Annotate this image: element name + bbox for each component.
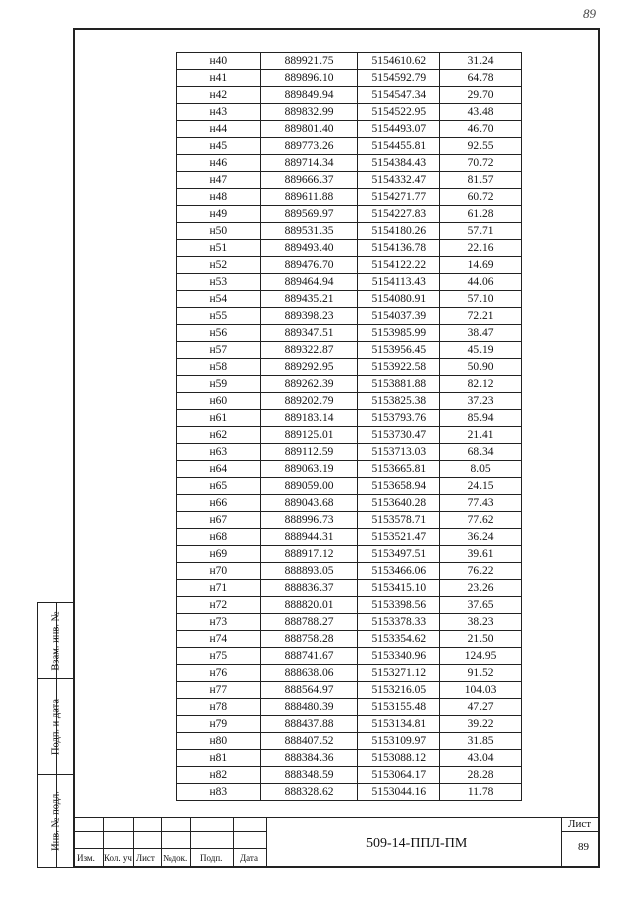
point-id-cell: н63 <box>177 444 261 461</box>
side-label-signature: Подп. и дата <box>50 698 61 755</box>
y-coordinate-cell: 5154122.22 <box>358 257 440 274</box>
distance-cell: 92.55 <box>440 138 522 155</box>
x-coordinate-cell: 889112.59 <box>260 444 358 461</box>
x-coordinate-cell: 888564.97 <box>260 682 358 699</box>
distance-cell: 37.65 <box>440 597 522 614</box>
y-coordinate-cell: 5154547.34 <box>358 87 440 104</box>
distance-cell: 37.23 <box>440 393 522 410</box>
point-id-cell: н71 <box>177 580 261 597</box>
x-coordinate-cell: 888437.88 <box>260 716 358 733</box>
y-coordinate-cell: 5154136.78 <box>358 240 440 257</box>
x-coordinate-cell: 888741.67 <box>260 648 358 665</box>
x-coordinate-cell: 889896.10 <box>260 70 358 87</box>
point-id-cell: н61 <box>177 410 261 427</box>
distance-cell: 38.47 <box>440 325 522 342</box>
y-coordinate-cell: 5154455.81 <box>358 138 440 155</box>
distance-cell: 57.10 <box>440 291 522 308</box>
distance-cell: 11.78 <box>440 784 522 801</box>
x-coordinate-cell: 888788.27 <box>260 614 358 631</box>
y-coordinate-cell: 5154113.43 <box>358 274 440 291</box>
y-coordinate-cell: 5153088.12 <box>358 750 440 767</box>
side-cell-replacement <box>38 603 73 679</box>
y-coordinate-cell: 5154384.43 <box>358 155 440 172</box>
table-row <box>177 563 522 580</box>
distance-cell: 47.27 <box>440 699 522 716</box>
x-coordinate-cell: 889773.26 <box>260 138 358 155</box>
y-coordinate-cell: 5153044.16 <box>358 784 440 801</box>
point-id-cell: н74 <box>177 631 261 648</box>
table-row <box>177 614 522 631</box>
table-row <box>177 529 522 546</box>
table-row <box>177 342 522 359</box>
y-coordinate-cell: 5153521.47 <box>358 529 440 546</box>
point-id-cell: н43 <box>177 104 261 121</box>
distance-cell: 14.69 <box>440 257 522 274</box>
stamp-col-count: Кол. уч <box>104 853 132 863</box>
point-id-cell: н81 <box>177 750 261 767</box>
point-id-cell: н72 <box>177 597 261 614</box>
side-cell-inventory <box>38 775 73 867</box>
x-coordinate-cell: 889531.35 <box>260 223 358 240</box>
point-id-cell: н51 <box>177 240 261 257</box>
point-id-cell: н52 <box>177 257 261 274</box>
table-row <box>177 512 522 529</box>
stamp-col-line-6 <box>266 817 267 866</box>
point-id-cell: н78 <box>177 699 261 716</box>
point-id-cell: н65 <box>177 478 261 495</box>
x-coordinate-cell: 889714.34 <box>260 155 358 172</box>
point-id-cell: н59 <box>177 376 261 393</box>
stamp-col-sheet: Лист <box>136 853 155 863</box>
x-coordinate-cell: 889435.21 <box>260 291 358 308</box>
distance-cell: 23.26 <box>440 580 522 597</box>
distance-cell: 50.90 <box>440 359 522 376</box>
table-row <box>177 291 522 308</box>
y-coordinate-cell: 5153216.05 <box>358 682 440 699</box>
point-id-cell: н62 <box>177 427 261 444</box>
y-coordinate-cell: 5153134.81 <box>358 716 440 733</box>
x-coordinate-cell: 889063.19 <box>260 461 358 478</box>
table-row <box>177 648 522 665</box>
table-row <box>177 359 522 376</box>
y-coordinate-cell: 5154610.62 <box>358 53 440 70</box>
distance-cell: 104.03 <box>440 682 522 699</box>
point-id-cell: н60 <box>177 393 261 410</box>
x-coordinate-cell: 888480.39 <box>260 699 358 716</box>
x-coordinate-cell: 889666.37 <box>260 172 358 189</box>
distance-cell: 64.78 <box>440 70 522 87</box>
table-row <box>177 427 522 444</box>
x-coordinate-cell: 888384.36 <box>260 750 358 767</box>
x-coordinate-cell: 889322.87 <box>260 342 358 359</box>
distance-cell: 31.24 <box>440 53 522 70</box>
y-coordinate-cell: 5154227.83 <box>358 206 440 223</box>
stamp-col-change: Изм. <box>77 853 95 863</box>
y-coordinate-cell: 5153922.58 <box>358 359 440 376</box>
distance-cell: 36.24 <box>440 529 522 546</box>
table-row <box>177 121 522 138</box>
stamp-col-date: Дата <box>240 853 258 863</box>
y-coordinate-cell: 5153730.47 <box>358 427 440 444</box>
distance-cell: 45.19 <box>440 342 522 359</box>
point-id-cell: н40 <box>177 53 261 70</box>
x-coordinate-cell: 888996.73 <box>260 512 358 529</box>
table-row <box>177 444 522 461</box>
y-coordinate-cell: 5153415.10 <box>358 580 440 597</box>
distance-cell: 82.12 <box>440 376 522 393</box>
x-coordinate-cell: 889569.97 <box>260 206 358 223</box>
y-coordinate-cell: 5153466.06 <box>358 563 440 580</box>
point-id-cell: н54 <box>177 291 261 308</box>
x-coordinate-cell: 889347.51 <box>260 325 358 342</box>
distance-cell: 70.72 <box>440 155 522 172</box>
table-row <box>177 546 522 563</box>
distance-cell: 57.71 <box>440 223 522 240</box>
stamp-col-line-3 <box>161 817 162 866</box>
point-id-cell: н83 <box>177 784 261 801</box>
table-row <box>177 70 522 87</box>
table-row <box>177 580 522 597</box>
point-id-cell: н53 <box>177 274 261 291</box>
y-coordinate-cell: 5153713.03 <box>358 444 440 461</box>
point-id-cell: н57 <box>177 342 261 359</box>
handwritten-page-number: 89 <box>583 6 596 21</box>
y-coordinate-cell: 5154080.91 <box>358 291 440 308</box>
point-id-cell: н48 <box>177 189 261 206</box>
table-row <box>177 274 522 291</box>
point-id-cell: н45 <box>177 138 261 155</box>
point-id-cell: н68 <box>177 529 261 546</box>
point-id-cell: н49 <box>177 206 261 223</box>
distance-cell: 39.22 <box>440 716 522 733</box>
x-coordinate-cell: 888348.59 <box>260 767 358 784</box>
x-coordinate-cell: 888944.31 <box>260 529 358 546</box>
x-coordinate-cell: 889202.79 <box>260 393 358 410</box>
side-label-inventory: Инв. № подл. <box>50 791 61 851</box>
x-coordinate-cell: 889262.39 <box>260 376 358 393</box>
y-coordinate-cell: 5154332.47 <box>358 172 440 189</box>
distance-cell: 77.62 <box>440 512 522 529</box>
distance-cell: 68.34 <box>440 444 522 461</box>
table-row <box>177 376 522 393</box>
table-row <box>177 223 522 240</box>
table-row <box>177 87 522 104</box>
stamp-top-line <box>75 817 598 818</box>
x-coordinate-cell: 889059.00 <box>260 478 358 495</box>
distance-cell: 21.41 <box>440 427 522 444</box>
distance-cell: 124.95 <box>440 648 522 665</box>
title-block <box>75 817 598 866</box>
sheet-label: Лист <box>568 818 592 830</box>
table-row <box>177 495 522 512</box>
table-row <box>177 750 522 767</box>
side-label-replacement: Взам. инв. № <box>50 610 61 671</box>
y-coordinate-cell: 5154522.95 <box>358 104 440 121</box>
x-coordinate-cell: 889832.99 <box>260 104 358 121</box>
table-row <box>177 257 522 274</box>
x-coordinate-cell: 888328.62 <box>260 784 358 801</box>
y-coordinate-cell: 5153271.12 <box>358 665 440 682</box>
point-id-cell: н41 <box>177 70 261 87</box>
point-id-cell: н77 <box>177 682 261 699</box>
y-coordinate-cell: 5153665.81 <box>358 461 440 478</box>
y-coordinate-cell: 5154180.26 <box>358 223 440 240</box>
x-coordinate-cell: 889921.75 <box>260 53 358 70</box>
y-coordinate-cell: 5153985.99 <box>358 325 440 342</box>
x-coordinate-cell: 888758.28 <box>260 631 358 648</box>
point-id-cell: н80 <box>177 733 261 750</box>
table-row <box>177 189 522 206</box>
table-row <box>177 104 522 121</box>
point-id-cell: н44 <box>177 121 261 138</box>
y-coordinate-cell: 5153398.56 <box>358 597 440 614</box>
x-coordinate-cell: 889398.23 <box>260 308 358 325</box>
table-row <box>177 682 522 699</box>
point-id-cell: н79 <box>177 716 261 733</box>
stamp-sheet-line <box>561 831 598 832</box>
sheet-number: 89 <box>578 841 589 853</box>
point-id-cell: н75 <box>177 648 261 665</box>
distance-cell: 21.50 <box>440 631 522 648</box>
table-row <box>177 597 522 614</box>
table-row <box>177 393 522 410</box>
point-id-cell: н42 <box>177 87 261 104</box>
point-id-cell: н55 <box>177 308 261 325</box>
distance-cell: 39.61 <box>440 546 522 563</box>
y-coordinate-cell: 5153881.88 <box>358 376 440 393</box>
table-row <box>177 410 522 427</box>
table-row <box>177 53 522 70</box>
x-coordinate-cell: 888638.06 <box>260 665 358 682</box>
distance-cell: 28.28 <box>440 767 522 784</box>
distance-cell: 77.43 <box>440 495 522 512</box>
distance-cell: 22.16 <box>440 240 522 257</box>
x-coordinate-cell: 889043.68 <box>260 495 358 512</box>
point-id-cell: н47 <box>177 172 261 189</box>
y-coordinate-cell: 5154037.39 <box>358 308 440 325</box>
y-coordinate-cell: 5153155.48 <box>358 699 440 716</box>
x-coordinate-cell: 888917.12 <box>260 546 358 563</box>
y-coordinate-cell: 5154493.07 <box>358 121 440 138</box>
point-id-cell: н50 <box>177 223 261 240</box>
distance-cell: 29.70 <box>440 87 522 104</box>
point-id-cell: н67 <box>177 512 261 529</box>
stamp-col-line-2 <box>133 817 134 866</box>
table-row <box>177 461 522 478</box>
x-coordinate-cell: 889183.14 <box>260 410 358 427</box>
distance-cell: 38.23 <box>440 614 522 631</box>
x-coordinate-cell: 889464.94 <box>260 274 358 291</box>
side-cell-signature <box>38 679 73 775</box>
table-row <box>177 155 522 172</box>
coordinates-table-body <box>177 53 522 801</box>
distance-cell: 61.28 <box>440 206 522 223</box>
stamp-col-signature: Подп. <box>200 853 223 863</box>
y-coordinate-cell: 5153354.62 <box>358 631 440 648</box>
distance-cell: 8.05 <box>440 461 522 478</box>
table-row <box>177 665 522 682</box>
y-coordinate-cell: 5153640.28 <box>358 495 440 512</box>
x-coordinate-cell: 889849.94 <box>260 87 358 104</box>
point-id-cell: н64 <box>177 461 261 478</box>
x-coordinate-cell: 889493.40 <box>260 240 358 257</box>
y-coordinate-cell: 5153340.96 <box>358 648 440 665</box>
distance-cell: 85.94 <box>440 410 522 427</box>
stamp-col-line-5 <box>233 817 234 866</box>
distance-cell: 43.48 <box>440 104 522 121</box>
y-coordinate-cell: 5153378.33 <box>358 614 440 631</box>
point-id-cell: н46 <box>177 155 261 172</box>
x-coordinate-cell: 889125.01 <box>260 427 358 444</box>
x-coordinate-cell: 889476.70 <box>260 257 358 274</box>
table-row <box>177 733 522 750</box>
distance-cell: 44.06 <box>440 274 522 291</box>
point-id-cell: н56 <box>177 325 261 342</box>
y-coordinate-cell: 5154592.79 <box>358 70 440 87</box>
distance-cell: 76.22 <box>440 563 522 580</box>
x-coordinate-cell: 889611.88 <box>260 189 358 206</box>
x-coordinate-cell: 888893.05 <box>260 563 358 580</box>
y-coordinate-cell: 5153825.38 <box>358 393 440 410</box>
distance-cell: 46.70 <box>440 121 522 138</box>
table-row <box>177 138 522 155</box>
point-id-cell: н82 <box>177 767 261 784</box>
x-coordinate-cell: 888836.37 <box>260 580 358 597</box>
distance-cell: 31.85 <box>440 733 522 750</box>
y-coordinate-cell: 5153497.51 <box>358 546 440 563</box>
table-row <box>177 699 522 716</box>
x-coordinate-cell: 889801.40 <box>260 121 358 138</box>
point-id-cell: н73 <box>177 614 261 631</box>
stamp-col-line-7 <box>561 817 562 866</box>
table-row <box>177 325 522 342</box>
table-row <box>177 716 522 733</box>
coordinates-table <box>176 52 522 801</box>
document-code: 509-14-ППЛ-ПМ <box>366 836 468 851</box>
x-coordinate-cell: 889292.95 <box>260 359 358 376</box>
point-id-cell: н58 <box>177 359 261 376</box>
y-coordinate-cell: 5153109.97 <box>358 733 440 750</box>
y-coordinate-cell: 5153578.71 <box>358 512 440 529</box>
x-coordinate-cell: 888820.01 <box>260 597 358 614</box>
table-row <box>177 206 522 223</box>
table-row <box>177 631 522 648</box>
side-stamp-strip <box>37 602 73 868</box>
point-id-cell: н70 <box>177 563 261 580</box>
point-id-cell: н66 <box>177 495 261 512</box>
table-row <box>177 308 522 325</box>
y-coordinate-cell: 5153956.45 <box>358 342 440 359</box>
distance-cell: 24.15 <box>440 478 522 495</box>
distance-cell: 81.57 <box>440 172 522 189</box>
table-row <box>177 172 522 189</box>
distance-cell: 72.21 <box>440 308 522 325</box>
y-coordinate-cell: 5153793.76 <box>358 410 440 427</box>
point-id-cell: н69 <box>177 546 261 563</box>
y-coordinate-cell: 5154271.77 <box>358 189 440 206</box>
table-row <box>177 784 522 801</box>
distance-cell: 43.04 <box>440 750 522 767</box>
table-row <box>177 767 522 784</box>
x-coordinate-cell: 888407.52 <box>260 733 358 750</box>
point-id-cell: н76 <box>177 665 261 682</box>
y-coordinate-cell: 5153064.17 <box>358 767 440 784</box>
stamp-col-line-4 <box>190 817 191 866</box>
y-coordinate-cell: 5153658.94 <box>358 478 440 495</box>
stamp-col-docnum: №док. <box>163 853 188 863</box>
distance-cell: 91.52 <box>440 665 522 682</box>
table-row <box>177 478 522 495</box>
table-row <box>177 240 522 257</box>
distance-cell: 60.72 <box>440 189 522 206</box>
